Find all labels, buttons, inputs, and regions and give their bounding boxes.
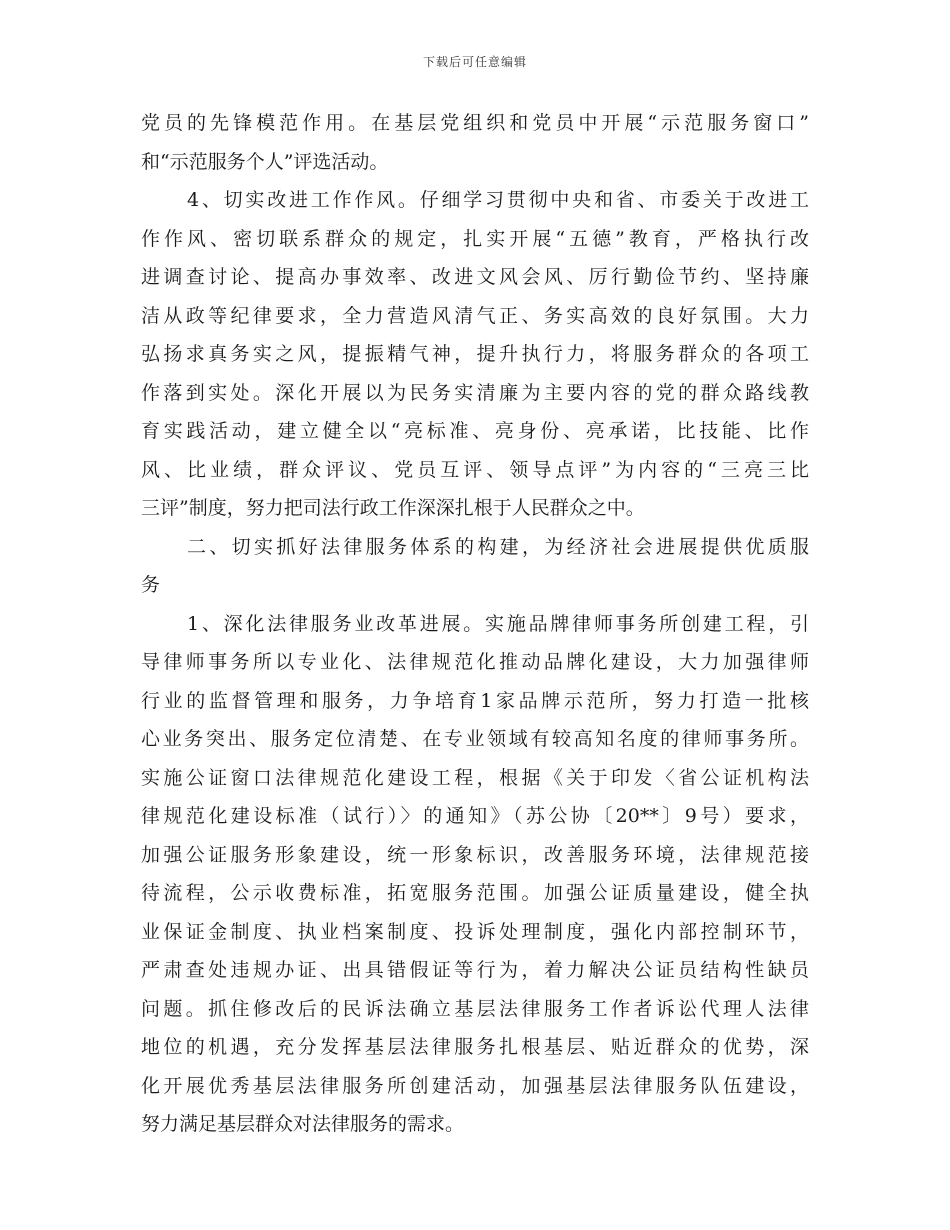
text-line: 作落到实处。深化开展以为民务实清廉为主要内容的党的群众路线教 [141, 381, 809, 404]
text-line: 4、切实改进工作作风。仔细学习贯彻中央和省、市委关于改进工 [187, 189, 809, 211]
text-line: 心业务突出、服务定位清楚、在专业领域有较高知名度的律师事务所。 [141, 728, 809, 750]
section-heading [141, 528, 809, 605]
text-line: 严肃查处违规办证、出具错假证等行为，着力解决公证员结构性缺员 [141, 959, 809, 981]
text-line: 地位的机遇，充分发挥基层法律服务扎根基层、贴近群众的优势，深 [141, 1036, 809, 1058]
text-line: 待流程，公示收费标准，拓宽服务范围。加强公证质量建设，健全执 [141, 882, 809, 904]
text-line: 二、切实抓好法律服务体系的构建，为经济社会进展提供优质服 [187, 535, 809, 558]
text-line: 律规范化建设标准（试行）〉的通知》（苏公协〔20**〕9号）要求， [141, 805, 809, 827]
text-line: 洁从政等纪律要求，全力营造风清气正、务实高效的良好氛围。大力 [141, 304, 809, 327]
text-line: 问题。抓住修改后的民诉法确立基层法律服务工作者诉讼代理人法律 [141, 997, 809, 1020]
paragraph [141, 181, 809, 528]
page-header: 下载后可任意编辑 [422, 55, 527, 69]
document-body [141, 104, 809, 1144]
text-line: 实施公证窗口法律规范化建设工程，根据《关于印发〈省公证机构法 [141, 766, 809, 789]
text-line: 党员的先锋模范作用。在基层党组织和党员中开展“示范服务窗口” [141, 112, 809, 134]
text-line: 育实践活动，建立健全以“亮标准、亮身份、亮承诺，比技能、比作 [141, 420, 809, 442]
text-line: 化开展优秀基层法律服务所创建活动，加强基层法律服务队伍建设， [141, 1074, 809, 1097]
paragraph [141, 605, 809, 1144]
text-line: 务 [141, 574, 161, 596]
text-line: 加强公证服务形象建设，统一形象标识，改善服务环境，法律规范接 [141, 843, 809, 866]
text-line: 业保证金制度、执业档案制度、投诉处理制度，强化内部控制环节， [141, 920, 809, 943]
text-line: 导律师事务所以专业化、法律规范化推动品牌化建设，大力加强律师 [141, 651, 809, 673]
paragraph [141, 104, 809, 181]
text-line: 三评”制度，努力把司法行政工作深深扎根于人民群众之中。 [141, 497, 645, 519]
text-line: 和“示范服务个人”评选活动。 [141, 150, 389, 173]
text-line: 进调查讨论、提高办事效率、改进文风会风、厉行勤俭节约、坚持廉 [141, 266, 809, 288]
text-line: 1、深化法律服务业改革进展。实施品牌律师事务所创建工程，引 [187, 612, 809, 635]
text-line: 行业的监督管理和服务，力争培育1家品牌示范所，努力打造一批核 [141, 689, 809, 712]
text-line: 努力满足基层群众对法律服务的需求。 [141, 1113, 465, 1135]
text-line: 作作风、密切联系群众的规定，扎实开展“五德”教育，严格执行改 [141, 227, 809, 250]
text-line: 弘扬求真务实之风，提振精气神，提升执行力，将服务群众的各项工 [141, 343, 809, 365]
text-line: 风、比业绩，群众评议、党员互评、领导点评”为内容的“三亮三比 [141, 458, 809, 481]
